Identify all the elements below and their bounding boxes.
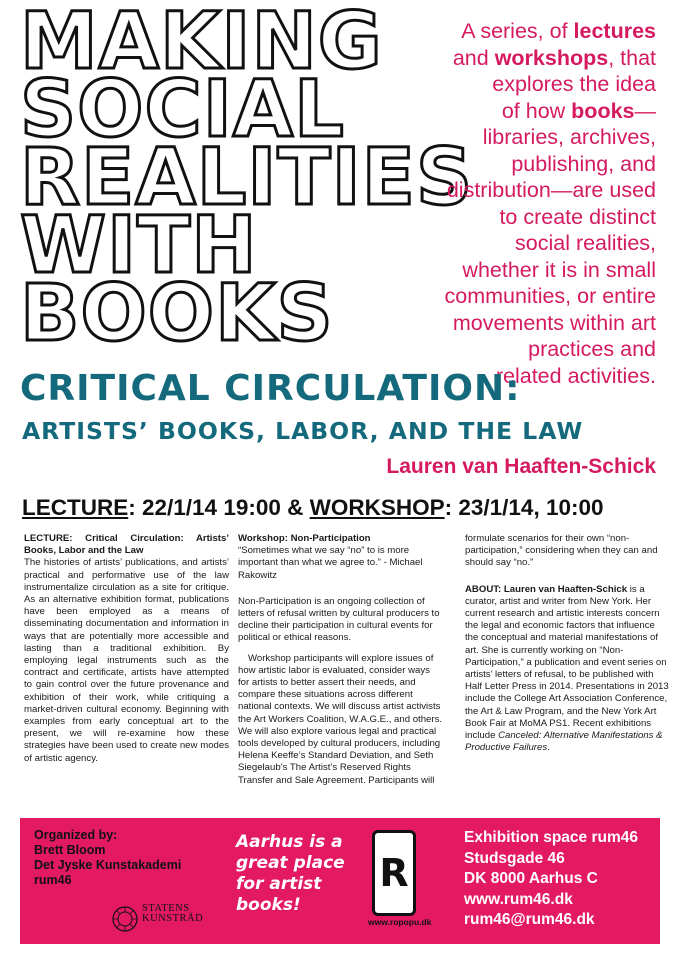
intro-text: , that xyxy=(608,45,656,70)
title-line: SOCIAL xyxy=(20,65,345,155)
intro-text: of how xyxy=(501,98,572,123)
intro-line xyxy=(396,151,656,178)
intro-line xyxy=(396,177,656,204)
organizers xyxy=(34,828,181,888)
statens-kunstraad-seal-icon xyxy=(112,906,138,932)
intro-text: practices and xyxy=(528,337,656,361)
intro-text: explores the idea xyxy=(492,72,656,96)
organizer: Det Jyske Kunstakademi xyxy=(34,858,182,872)
workshop-intro: Non-Participation is an ongoing collection of letters of refusal written by cultural producers to decline their participation in cultural events for political or ethical reasons. xyxy=(238,595,440,644)
about-column xyxy=(465,533,670,764)
venue-street: Studsgade 46 xyxy=(464,849,565,867)
workshop-continued: formulate scenarios for their own “non-participation,” considering when they can and should say “no.” xyxy=(465,533,658,569)
intro-text: publishing, and xyxy=(511,151,656,176)
organized-label: Organized by: xyxy=(34,828,118,842)
intro-text: movements within art xyxy=(452,310,656,335)
intro-line xyxy=(396,230,656,257)
intro-emphasis: workshops xyxy=(494,45,609,70)
slogan-line: books! xyxy=(236,895,301,915)
intro-text: and xyxy=(452,45,495,70)
venue-info xyxy=(464,828,638,931)
intro-line xyxy=(396,124,656,151)
slogan-line: for artist xyxy=(236,874,322,894)
workshop-quote: “Sometimes what we say “no” to is more important than what we agree to.” - Michael Rakowitz xyxy=(238,545,423,581)
slogan-line: Aarhus is a xyxy=(236,832,343,852)
lecture-time: : 22/1/14 19:00 & xyxy=(128,495,310,520)
venue-email[interactable]: rum46@rum46.dk xyxy=(464,911,595,928)
intro-line xyxy=(396,71,656,98)
event-dates xyxy=(22,495,604,521)
intro-line xyxy=(396,283,656,310)
intro-text: communities, or entire xyxy=(444,284,656,308)
venue-city: DK 8000 Aarhus C xyxy=(464,870,598,887)
ropopu-url[interactable]: www.ropopu.dk xyxy=(368,917,432,927)
intro-emphasis: books xyxy=(571,98,635,123)
about-body: is a curator, artist and writer from New York. Her current research and artistic interests concern the legal and economic factors that influence the conceptual and material manifestations of art. She is currently working on “Non-Participation,” a publication and event series on artists’ letters of refusal, to be published with Half Letter Press in 2014. Presentations in 2013 include the College Art Association Conference, the Art & Law Program, and the New York Art Book Fair at MoMA PS1. Recent exhibitions include xyxy=(465,583,669,742)
statens-line: STATENS xyxy=(142,903,190,914)
event-title: CRITICAL CIRCULATION: xyxy=(20,368,521,409)
intro-line xyxy=(396,257,656,284)
lecture-heading: LECTURE: Critical Circulation: Artists’ Books, Labor and the Law xyxy=(24,533,229,557)
intro-text: A series, of xyxy=(461,19,574,43)
venue-name: Exhibition space rum46 xyxy=(464,829,638,846)
lecture-column xyxy=(24,533,229,775)
title-line: REALITIES xyxy=(20,133,474,223)
about-exhibition-title: Canceled: Alternative Manifestations & Productive Failures xyxy=(465,730,663,754)
lecture-label: LECTURE xyxy=(22,495,129,520)
slogan xyxy=(236,832,376,916)
intro-line xyxy=(396,204,656,231)
speaker-name: Lauren van Haaften-Schick xyxy=(386,455,656,478)
workshop-time: : 23/1/14, 10:00 xyxy=(444,495,604,520)
title-line: WITH xyxy=(20,201,258,291)
intro-line xyxy=(396,98,656,125)
series-description xyxy=(396,18,656,389)
intro-emphasis: lectures xyxy=(573,19,656,43)
intro-text: to create distinct xyxy=(499,204,656,229)
intro-line xyxy=(396,336,656,363)
intro-text: libraries, archives, xyxy=(482,125,656,149)
intro-text: related activities. xyxy=(495,363,656,388)
intro-text: social realities, xyxy=(515,231,656,255)
about-end: . xyxy=(547,742,550,754)
organizer: rum46 xyxy=(34,873,72,887)
logo-letter: R xyxy=(379,851,409,895)
intro-text: — xyxy=(634,98,656,123)
intro-line xyxy=(396,310,656,337)
title-line: BOOKS xyxy=(20,269,334,359)
title-line: MAKING xyxy=(20,0,383,87)
venue-website[interactable]: www.rum46.dk xyxy=(464,890,573,908)
workshop-body: Workshop participants will explore issues of how artistic labor is evaluated, consider ways for artists to better assert their needs, and compare these situations across different national contexts. We will discuss artist activists the Art Workers Coalition, W.A.G.E., and others. We will also explore various legal and practical tools developed by cultural producers, including Helena Keeffe’s Standard Deviation, and Seth Siegelaub’s The Artist’s Reserved Rights Transfer and Sale Agreement. Participants will xyxy=(238,652,443,786)
slogan-line: great place xyxy=(236,853,345,873)
workshop-heading: Workshop: Non-Participation xyxy=(238,533,371,544)
ropopu-logo xyxy=(372,830,416,916)
intro-text: whether it is in small xyxy=(462,257,656,282)
statens-kunstraad-logo xyxy=(142,904,203,924)
event-subtitle: ARTISTS’ BOOKS, LABOR, AND THE LAW xyxy=(22,417,584,445)
footer-band xyxy=(20,818,660,944)
organizer: Brett Bloom xyxy=(34,843,106,857)
intro-line xyxy=(396,45,656,72)
workshop-label: WORKSHOP xyxy=(309,495,445,520)
statens-line: KUNSTRÅD xyxy=(142,913,204,924)
about-label: ABOUT: Lauren van Haaften-Schick xyxy=(465,583,628,595)
lecture-body: The histories of artists’ publications, and artists’ practical and performative use of the law instrumentalize circulation as a site for critique. As an alternative exhibition format, publications have been employed as a means of disseminating documentation and information in ways that are potentially more accessible and lasting than a traditional exhibition. By employing legal instruments such as the contract and certificate, artists have attempted to gain control over the future provenance and exhibition of their work, while critiquing a market-driven cultural economy. Beginning with examples from early conceptual art to the present, we will re-examine how these strategies have been used to create new modes of artistic agency. xyxy=(24,557,229,764)
intro-line xyxy=(396,18,656,45)
intro-text: distribution—are used xyxy=(446,178,656,202)
workshop-column xyxy=(238,533,443,797)
